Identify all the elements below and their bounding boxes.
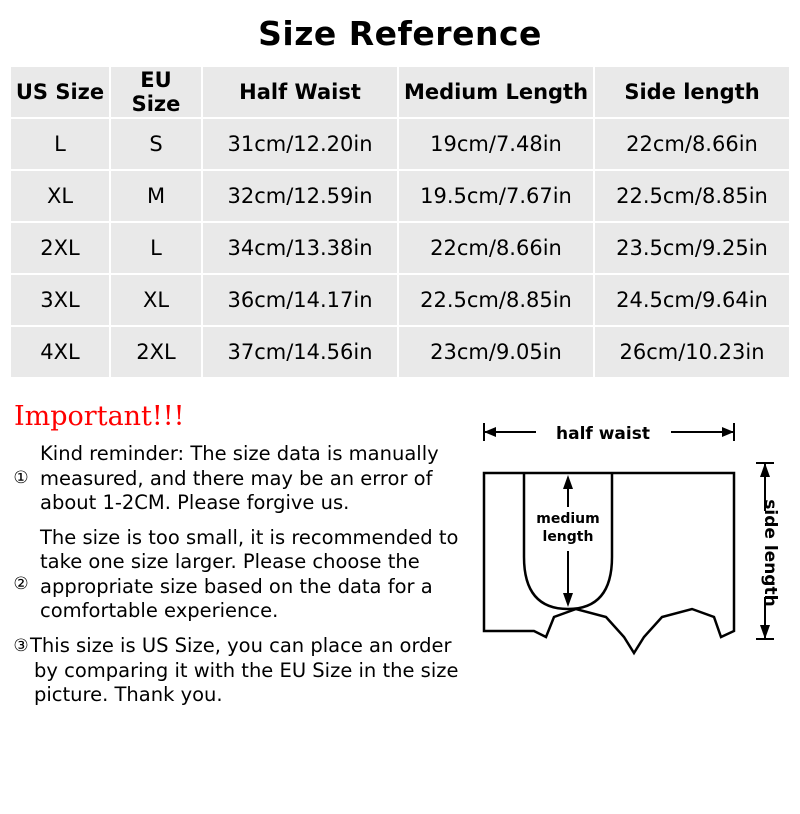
cell-side-length: 22.5cm/8.85in <box>594 170 790 222</box>
table-row <box>10 170 790 222</box>
note-number-2: ② <box>13 573 29 594</box>
medium-length-label-line1: medium <box>536 511 600 527</box>
table-header-row <box>10 66 790 118</box>
note-item-2 <box>8 526 478 624</box>
cell-us-size: XL <box>10 170 110 222</box>
table-row <box>10 326 790 378</box>
page-title: Size Reference <box>258 14 542 53</box>
note-text-1: Kind reminder: The size data is manually measured, and there may be an error of about 1-2CM. Please forgive us. <box>40 442 439 515</box>
note-item-1 <box>8 442 478 516</box>
cell-eu-size: XL <box>110 274 202 326</box>
column-header-medium-length: Medium Length <box>398 66 594 118</box>
cell-us-size: 3XL <box>10 274 110 326</box>
table-row <box>10 118 790 170</box>
column-header-side-length: Side length <box>594 66 790 118</box>
cell-side-length: 24.5cm/9.64in <box>594 274 790 326</box>
note-text-3: This size is US Size, you can place an order by comparing it with the EU Size in the size picture. Thank you. <box>30 633 459 707</box>
garment-outline <box>484 473 734 653</box>
column-header-us-size: US Size <box>10 66 110 118</box>
lower-section <box>0 401 800 791</box>
column-header-eu-size: EU Size <box>110 66 202 118</box>
cell-eu-size: S <box>110 118 202 170</box>
note-text-2: The size is too small, it is recommended to take one size larger. Please choose the appropriate size based on the data for a comfortable experience. <box>40 525 459 623</box>
medium-length-label-line2: length <box>542 529 594 545</box>
table-row <box>10 222 790 274</box>
cell-us-size: 2XL <box>10 222 110 274</box>
cell-side-length: 22cm/8.66in <box>594 118 790 170</box>
notes-block <box>8 401 478 722</box>
note-item-3 <box>8 634 478 708</box>
important-heading: Important!!! <box>14 401 185 432</box>
cell-us-size: 4XL <box>10 326 110 378</box>
note-number-3: ③ <box>13 635 29 656</box>
cell-half-waist: 37cm/14.56in <box>202 326 398 378</box>
note-number-1: ① <box>13 468 29 488</box>
cell-eu-size: L <box>110 222 202 274</box>
cell-eu-size: M <box>110 170 202 222</box>
cell-medium-length: 19cm/7.48in <box>398 118 594 170</box>
size-reference-table <box>9 65 791 379</box>
column-header-half-waist: Half Waist <box>202 66 398 118</box>
cell-half-waist: 32cm/12.59in <box>202 170 398 222</box>
cell-medium-length: 23cm/9.05in <box>398 326 594 378</box>
cell-medium-length: 19.5cm/7.67in <box>398 170 594 222</box>
cell-us-size: L <box>10 118 110 170</box>
cell-half-waist: 34cm/13.38in <box>202 222 398 274</box>
cell-side-length: 23.5cm/9.25in <box>594 222 790 274</box>
cell-half-waist: 36cm/14.17in <box>202 274 398 326</box>
side-length-label: side length <box>760 499 780 607</box>
cell-medium-length: 22.5cm/8.85in <box>398 274 594 326</box>
cell-medium-length: 22cm/8.66in <box>398 222 594 274</box>
cell-half-waist: 31cm/12.20in <box>202 118 398 170</box>
cell-side-length: 26cm/10.23in <box>594 326 790 378</box>
half-waist-label: half waist <box>556 424 650 444</box>
boxer-briefs-measurement-diagram <box>466 401 796 781</box>
cell-eu-size: 2XL <box>110 326 202 378</box>
table-row <box>10 274 790 326</box>
